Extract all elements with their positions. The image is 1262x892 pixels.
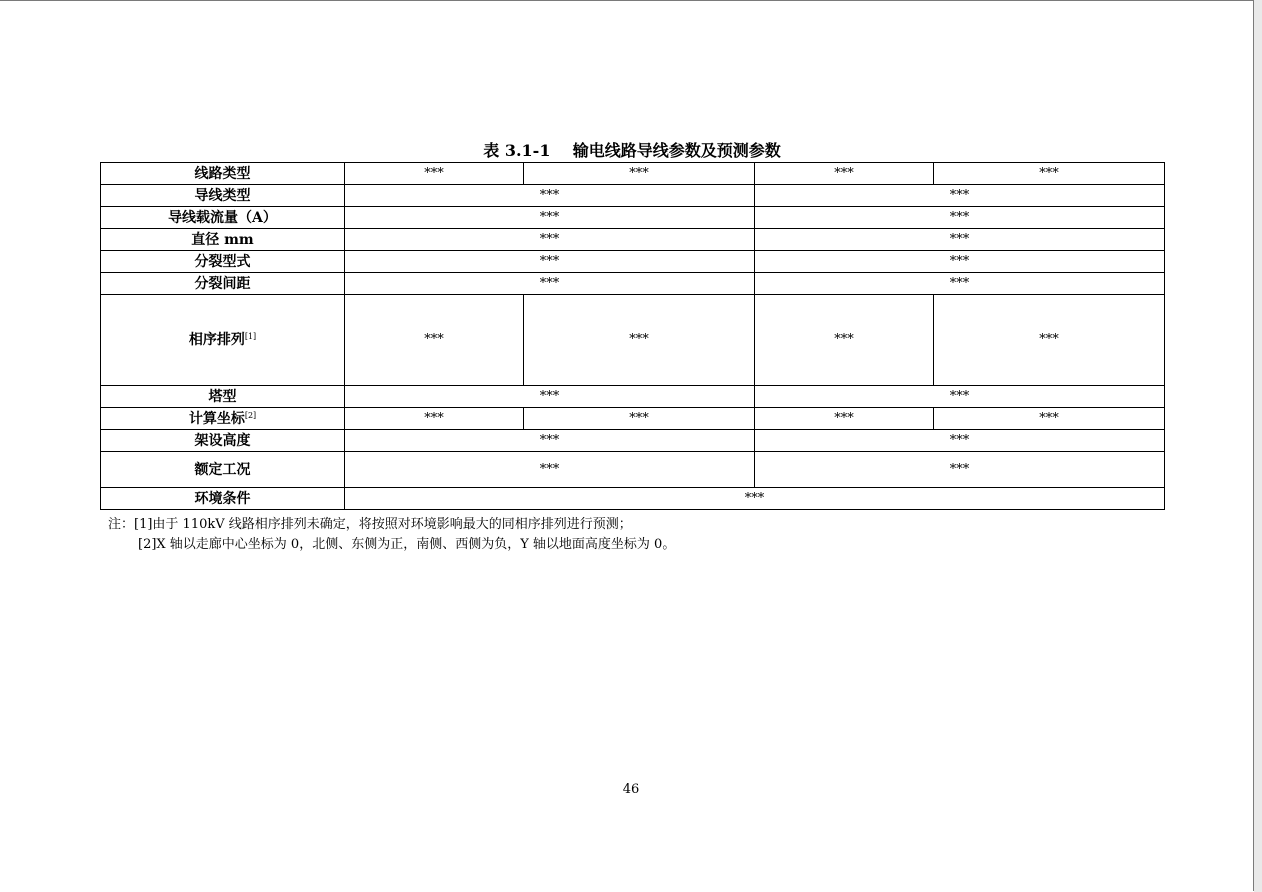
- table-cell: ***: [755, 295, 934, 386]
- table-cell: ***: [755, 229, 1165, 251]
- row-label: 直径 mm: [101, 229, 345, 251]
- table-cell: ***: [345, 163, 524, 185]
- table-row-bundle-spacing: [101, 273, 1165, 295]
- table-cell: ***: [755, 386, 1165, 408]
- table-cell: ***: [345, 273, 755, 295]
- row-label-text: 计算坐标: [188, 410, 245, 427]
- note-line-2: [2]X 轴以走廊中心坐标为 0，北侧、东侧为正，南侧、西侧为负，Y 轴以地面高度坐标为 0。: [138, 537, 676, 552]
- table-cell: ***: [345, 452, 755, 488]
- table-cell: ***: [755, 185, 1165, 207]
- page-number: 46: [622, 782, 640, 797]
- row-label: 分裂型式: [101, 251, 345, 273]
- table-cell: ***: [345, 185, 755, 207]
- table-title: 表 3.1-1 输电线路导线参数及预测参数: [483, 141, 781, 160]
- table-cell: ***: [755, 452, 1165, 488]
- table-cell: ***: [755, 408, 934, 430]
- row-label: 导线载流量（A）: [101, 207, 345, 229]
- table-row-phase-sequence: [101, 295, 1165, 386]
- row-label: 架设高度: [101, 430, 345, 452]
- table-cell: ***: [934, 295, 1165, 386]
- note-line-1: 注：[1]由于 110kV 线路相序排列未确定，将按照对环境影响最大的同相序排列进行预测；: [108, 517, 632, 532]
- table-cell: ***: [345, 207, 755, 229]
- table-row-rated-condition: [101, 452, 1165, 488]
- table-cell: ***: [345, 251, 755, 273]
- row-label: 导线类型: [101, 185, 345, 207]
- row-label: 塔型: [101, 386, 345, 408]
- table-row-line-type: [101, 163, 1165, 185]
- table-cell: ***: [755, 430, 1165, 452]
- table-cell: ***: [524, 408, 755, 430]
- table-cell: ***: [755, 251, 1165, 273]
- table-cell: ***: [934, 408, 1165, 430]
- table-row-tower-type: [101, 386, 1165, 408]
- table-row-ampacity: [101, 207, 1165, 229]
- table-row-conductor-type: [101, 185, 1165, 207]
- table-cell: ***: [345, 430, 755, 452]
- row-label-text: 相序排列: [188, 332, 245, 348]
- table-cell: ***: [524, 295, 755, 386]
- table-cell: ***: [755, 207, 1165, 229]
- table-cell: ***: [345, 229, 755, 251]
- footnote-ref: [1]: [244, 332, 257, 341]
- table-row-calc-coordinates: [101, 408, 1165, 430]
- row-label: 线路类型: [101, 163, 345, 185]
- row-label: [101, 295, 345, 386]
- table-cell: ***: [755, 163, 934, 185]
- table-cell: ***: [524, 163, 755, 185]
- parameters-table: [100, 162, 1165, 510]
- viewer-right-edge: [1254, 0, 1262, 892]
- table-cell: ***: [345, 386, 755, 408]
- row-label: 额定工况: [101, 452, 345, 488]
- row-label: 环境条件: [101, 488, 345, 510]
- table-notes: [108, 515, 675, 555]
- table-row-environment: [101, 488, 1165, 510]
- table-row-bundle-type: [101, 251, 1165, 273]
- table-cell: ***: [345, 488, 1165, 510]
- table-row-diameter: [101, 229, 1165, 251]
- table-cell: ***: [345, 295, 524, 386]
- footnote-ref: [2]: [244, 410, 257, 420]
- row-label: 分裂间距: [101, 273, 345, 295]
- table-cell: ***: [934, 163, 1165, 185]
- table-row-erection-height: [101, 430, 1165, 452]
- row-label: [101, 408, 345, 430]
- table-cell: ***: [345, 408, 524, 430]
- table-cell: ***: [755, 273, 1165, 295]
